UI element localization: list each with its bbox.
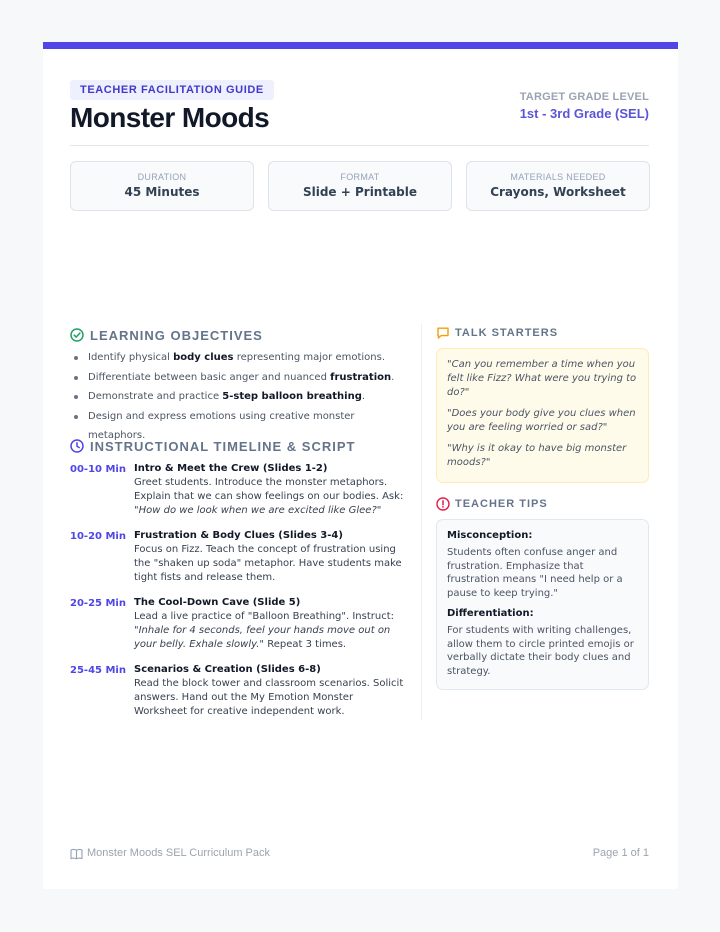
timeline-heading: Intro & Meet the Crew (Slides 1-2) (134, 463, 328, 474)
objectives-title: LEARNING OBJECTIVES (90, 328, 263, 343)
misconception-text: Students often confuse anger and frustration. Emphasize that frustration means "I need help or a pause to keep trying." (447, 547, 623, 599)
book-icon (70, 848, 83, 860)
stat-label: FORMAT (340, 172, 380, 182)
stat-value: Crayons, Worksheet (490, 185, 626, 199)
guide-page (43, 42, 678, 889)
talk-starters-box (436, 348, 649, 483)
stat-value: 45 Minutes (124, 185, 200, 199)
talk-starter-quote: "Why is it okay to have big monster moods?" (447, 443, 627, 468)
differentiation-text: For students with writing challenges, allow them to circle printed emojis or verbally dictate their body clues and strategy. (447, 625, 634, 677)
timeline-body: The Cool-Down Cave (Slide 5) Lead a live practice of "Balloon Breathing". Instruct: "Inhale for 4 seconds, feel your hands move out on your belly. Exhale slowly." Repeat 3 times. (134, 596, 404, 652)
column-divider (421, 324, 422, 720)
teacher-tips-box (436, 519, 649, 690)
footer-pack-name: Monster Moods SEL Curriculum Pack (87, 847, 270, 859)
speech-bubble-icon (436, 326, 450, 340)
list-item: Demonstrate and practice 5-step balloon breathing. (70, 387, 410, 407)
stat-duration (70, 161, 254, 211)
talk-starter-quote: "Does your body give you clues when you are feeling worried or sad?" (447, 408, 636, 433)
grade-level-label: TARGET GRADE LEVEL (519, 91, 649, 103)
page-number: Page 1 of 1 (592, 847, 649, 859)
stat-value: Slide + Printable (302, 185, 418, 199)
stat-label: DURATION (137, 172, 187, 182)
guide-badge: TEACHER FACILITATION GUIDE (70, 80, 274, 100)
check-circle-icon (70, 328, 84, 342)
talk-starters-title: TALK STARTERS (455, 327, 559, 339)
misconception-heading: Misconception: (447, 530, 533, 541)
talk-starter-quote: "Can you remember a time when you felt like Fizz? What were you trying to do?" (447, 359, 637, 398)
list-item: Identify physical body clues representing major emotions. (70, 348, 410, 368)
timeline-time: 10-20 Min (70, 531, 126, 542)
timeline-body: Scenarios & Creation (Slides 6-8) Read the block tower and classroom scenarios. Solicit answers. Hand out the My Emotion Monster Worksheet for creative independent work. (134, 664, 404, 717)
objectives-list (70, 348, 410, 446)
grade-level-value: 1st - 3rd Grade (SEL) (519, 106, 649, 121)
alert-circle-icon (436, 497, 450, 511)
timeline-heading: The Cool-Down Cave (Slide 5) (134, 597, 301, 608)
timeline-body: Intro & Meet the Crew (Slides 1-2) Greet students. Introduce the monster metaphors. Explain that we can show feelings on our bodies. Ask: "How do we look when we are excited like Glee?" (134, 463, 404, 516)
timeline-heading: Scenarios & Creation (Slides 6-8) (134, 664, 321, 675)
list-item: Differentiate between basic anger and nuanced frustration. (70, 368, 410, 388)
timeline-heading: Frustration & Body Clues (Slides 3-4) (134, 530, 343, 541)
teacher-tips-title: TEACHER TIPS (455, 498, 548, 510)
accent-bar (43, 42, 678, 49)
timeline-time: 00-10 Min (70, 464, 126, 475)
timeline-time: 20-25 Min (70, 598, 126, 609)
clock-icon (70, 439, 84, 453)
stat-format (268, 161, 452, 211)
header-divider (70, 145, 649, 146)
differentiation-heading: Differentiation: (447, 608, 534, 619)
timeline-title: INSTRUCTIONAL TIMELINE & SCRIPT (90, 439, 356, 454)
timeline-time: 25-45 Min (70, 665, 126, 676)
timeline-body: Frustration & Body Clues (Slides 3-4) Focus on Fizz. Teach the concept of frustration using the "shaken up soda" metaphor. Have students make tight fists and release them. (134, 529, 404, 585)
page-title: Monster Moods (70, 102, 270, 133)
stat-materials (466, 161, 650, 211)
stat-label: MATERIALS NEEDED (510, 172, 606, 182)
list-item: Design and express emotions using creative monster metaphors. (70, 407, 410, 446)
